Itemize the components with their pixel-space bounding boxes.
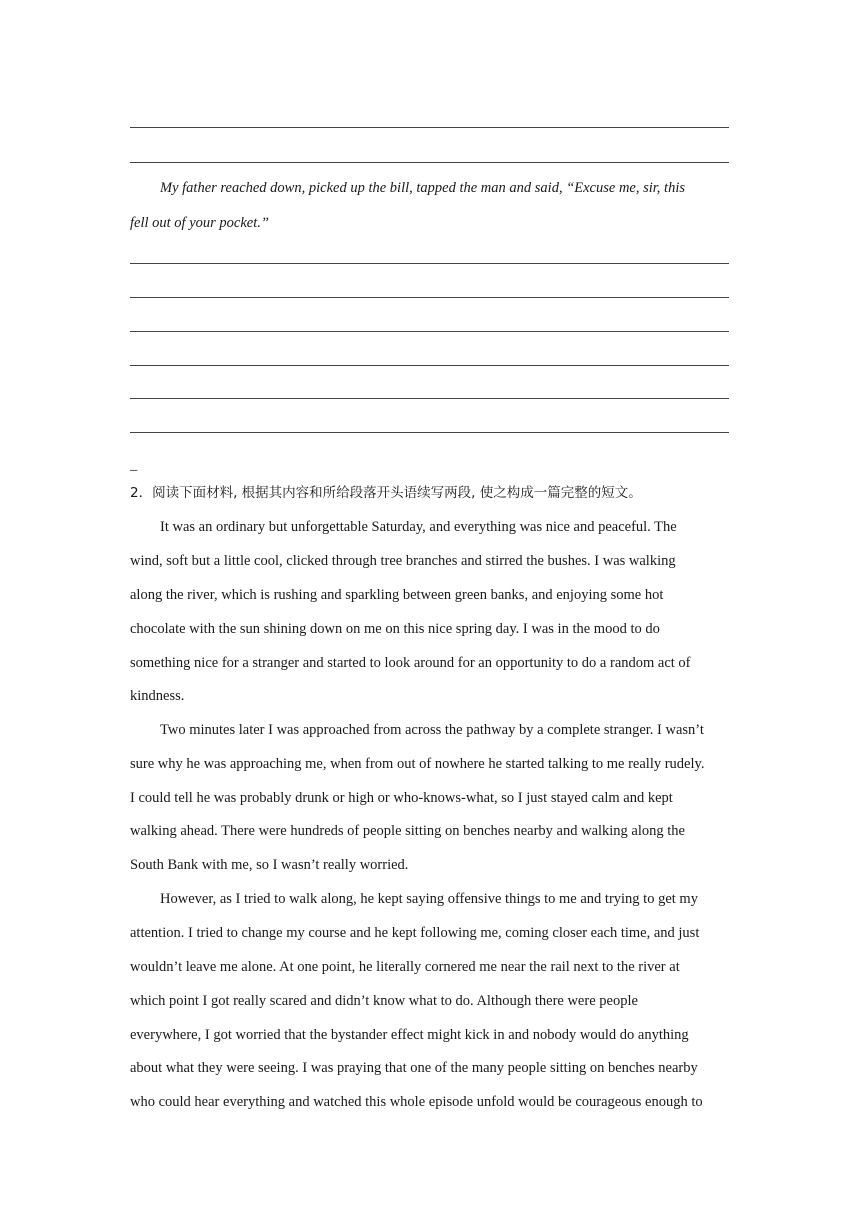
passage-line: Two minutes later I was approached from across the pathway by a complete stranger. I wasn’t	[160, 722, 704, 738]
passage-line: sure why he was approaching me, when from out of nowhere he started talking to me really rudely.	[130, 756, 705, 772]
question-2-instruction	[130, 476, 735, 510]
trailing-mark: _	[130, 457, 138, 473]
answer-line[interactable]	[130, 162, 729, 163]
passage-line: wind, soft but a little cool, clicked through tree branches and stirred the bushes. I was walking	[130, 553, 676, 569]
answer-line[interactable]	[130, 331, 729, 332]
question-instruction: 阅读下面材料, 根据其内容和所给段落开头语续写两段, 使之构成一篇完整的短文。	[152, 485, 642, 501]
passage-line: who could hear everything and watched this whole episode unfold would be courageous enough to	[130, 1094, 703, 1110]
passage-line: wouldn’t leave me alone. At one point, he literally cornered me near the rail next to the river at	[130, 959, 680, 975]
passage-line: about what they were seeing. I was praying that one of the many people sitting on benches nearby	[130, 1060, 698, 1076]
passage-line: However, as I tried to walk along, he kept saying offensive things to me and trying to get my	[160, 891, 698, 907]
passage-line: attention. I tried to change my course and he kept following me, coming closer each time, and just	[130, 925, 700, 941]
passage-line: which point I got really scared and didn’t know what to do. Although there were people	[130, 993, 638, 1009]
answer-line[interactable]	[130, 365, 729, 366]
passage-line: chocolate with the sun shining down on me on this nice spring day. I was in the mood to do	[130, 621, 660, 637]
answer-line[interactable]	[130, 127, 729, 128]
answer-line[interactable]	[130, 297, 729, 298]
passage-line: It was an ordinary but unforgettable Saturday, and everything was nice and peaceful. The	[160, 519, 677, 535]
answer-line[interactable]	[130, 398, 729, 399]
continuation-prompt-line-2: fell out of your pocket.”	[130, 215, 269, 231]
passage-line: kindness.	[130, 688, 185, 704]
passage-line: walking ahead. There were hundreds of people sitting on benches nearby and walking along the	[130, 823, 685, 839]
passage-line: South Bank with me, so I wasn’t really worried.	[130, 857, 409, 873]
passage-line: I could tell he was probably drunk or high or who-knows-what, so I just stayed calm and kept	[130, 790, 673, 806]
passage-line: along the river, which is rushing and sparkling between green banks, and enjoying some hot	[130, 587, 664, 603]
continuation-prompt-line-1: My father reached down, picked up the bill, tapped the man and said, “Excuse me, sir, this	[160, 180, 686, 196]
question-number: 2．	[130, 485, 153, 501]
passage-line: something nice for a stranger and started to look around for an opportunity to do a random act of	[130, 655, 691, 671]
answer-line[interactable]	[130, 263, 729, 264]
passage-line: everywhere, I got worried that the bystander effect might kick in and nobody would do anything	[130, 1027, 689, 1043]
answer-line[interactable]	[130, 432, 729, 433]
